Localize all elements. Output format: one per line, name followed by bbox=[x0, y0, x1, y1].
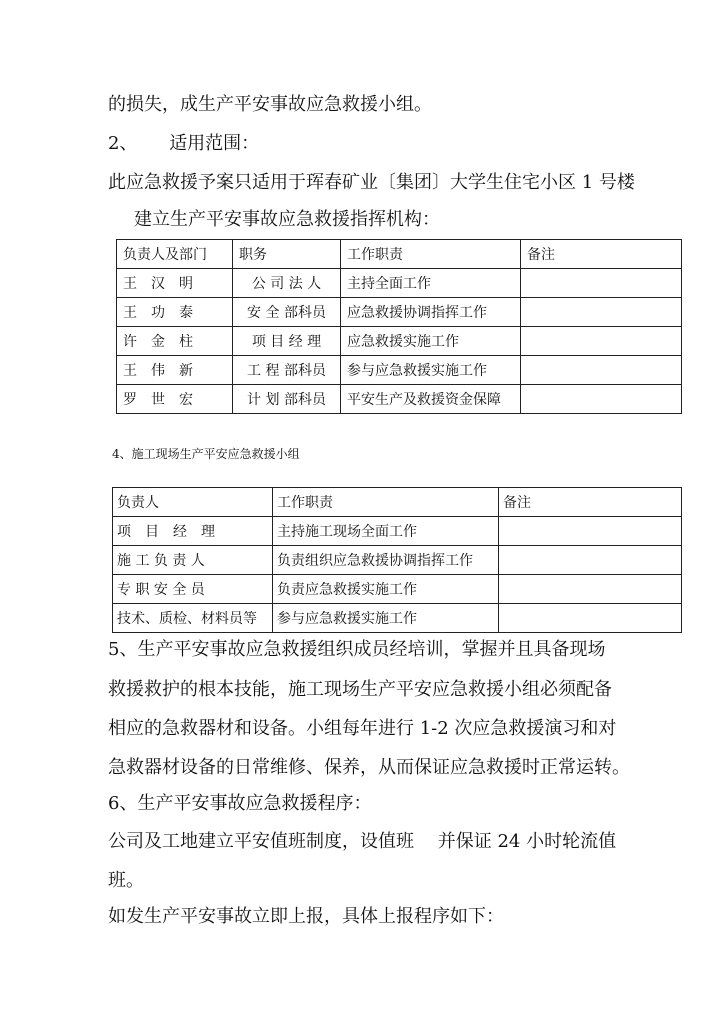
cell-note bbox=[499, 517, 682, 546]
table-row bbox=[113, 575, 682, 604]
cell-position: 安 全 部科员 bbox=[233, 298, 341, 327]
paragraph-scope: 此应急救援予案只适用于珲春矿业〔集团〕大学生住宅小区 1 号楼 bbox=[108, 172, 635, 193]
cell-duty: 应急救援协调指挥工作 bbox=[341, 298, 521, 327]
cell-duty: 主持施工现场全面工作 bbox=[273, 517, 499, 546]
paragraph-command: 建立生产平安事故应急救援指挥机构： bbox=[134, 209, 440, 230]
paragraph-training-4: 急救器材设备的日常维修、保养，从而保证应急救援时正常运转。 bbox=[108, 757, 630, 778]
paragraph-report: 如发生产平安事故立即上报，具体上报程序如下： bbox=[108, 906, 504, 927]
cell-note bbox=[521, 385, 682, 414]
paragraph-duty-2: 班。 bbox=[108, 870, 144, 891]
table-row bbox=[113, 604, 682, 633]
section-6-heading: 6、生产平安事故应急救援程序： bbox=[108, 793, 372, 814]
cell-role: 技术、质检、材料员等 bbox=[113, 604, 273, 633]
paragraph-training-3: 相应的急救器材和设备。小组每年进行 1-2 次应急救援演习和对 bbox=[108, 718, 617, 739]
site-team-table bbox=[112, 487, 682, 633]
cell-name: 王 功 泰 bbox=[117, 298, 233, 327]
cell-name: 王 汉 明 bbox=[117, 269, 233, 298]
cell-note bbox=[521, 298, 682, 327]
table-header-row bbox=[117, 240, 682, 269]
paragraph-duty-1: 公司及工地建立平安值班制度，设值班 并保证 24 小时轮流值 bbox=[108, 831, 617, 852]
cell-name: 许 金 柱 bbox=[117, 327, 233, 356]
header-cell: 工作职责 bbox=[341, 240, 521, 269]
cell-note bbox=[521, 327, 682, 356]
header-cell: 备注 bbox=[521, 240, 682, 269]
cell-role: 项 目 经 理 bbox=[113, 517, 273, 546]
cell-note bbox=[499, 575, 682, 604]
header-cell: 负责人 bbox=[113, 488, 273, 517]
cell-note bbox=[521, 356, 682, 385]
table-row bbox=[117, 269, 682, 298]
cell-name: 罗 世 宏 bbox=[117, 385, 233, 414]
cell-duty: 平安生产及救援资金保障 bbox=[341, 385, 521, 414]
header-cell: 工作职责 bbox=[273, 488, 499, 517]
paragraph-training-1: 5、生产平安事故应急救援组织成员经培训，掌握并且具备现场 bbox=[108, 639, 606, 660]
command-table bbox=[116, 239, 682, 414]
section-2-heading bbox=[108, 132, 259, 156]
cell-duty: 负责应急救援实施工作 bbox=[273, 575, 499, 604]
header-cell: 负责人及部门 bbox=[117, 240, 233, 269]
table-row bbox=[113, 546, 682, 575]
cell-duty: 参与应急救援实施工作 bbox=[341, 356, 521, 385]
cell-duty: 主持全面工作 bbox=[341, 269, 521, 298]
cell-name: 王 伟 新 bbox=[117, 356, 233, 385]
cell-note bbox=[499, 604, 682, 633]
paragraph-loss: 的损失，成生产平安事故应急救援小组。 bbox=[108, 94, 432, 115]
cell-role: 专 职 安 全 员 bbox=[113, 575, 273, 604]
table-row bbox=[117, 356, 682, 385]
cell-note bbox=[499, 546, 682, 575]
table-row bbox=[113, 517, 682, 546]
header-cell: 职务 bbox=[233, 240, 341, 269]
table-row bbox=[117, 298, 682, 327]
cell-position: 项 目 经 理 bbox=[233, 327, 341, 356]
cell-note bbox=[521, 269, 682, 298]
section-title: 适用范围： bbox=[169, 133, 260, 154]
cell-duty: 负责组织应急救援协调指挥工作 bbox=[273, 546, 499, 575]
table-row bbox=[117, 385, 682, 414]
cell-position: 计 划 部科员 bbox=[233, 385, 341, 414]
section-number: 2、 bbox=[108, 133, 138, 154]
cell-position: 工 程 部科员 bbox=[233, 356, 341, 385]
paragraph-training-2: 救援救护的根本技能，施工现场生产平安应急救援小组必须配备 bbox=[108, 679, 612, 700]
section-4-heading: 4、施工现场生产平安应急救援小组 bbox=[112, 447, 300, 461]
table-header-row bbox=[113, 488, 682, 517]
cell-duty: 应急救援实施工作 bbox=[341, 327, 521, 356]
table-row bbox=[117, 327, 682, 356]
header-cell: 备注 bbox=[499, 488, 682, 517]
cell-position: 公 司 法 人 bbox=[233, 269, 341, 298]
cell-duty: 参与应急救援实施工作 bbox=[273, 604, 499, 633]
cell-role: 施 工 负 责 人 bbox=[113, 546, 273, 575]
